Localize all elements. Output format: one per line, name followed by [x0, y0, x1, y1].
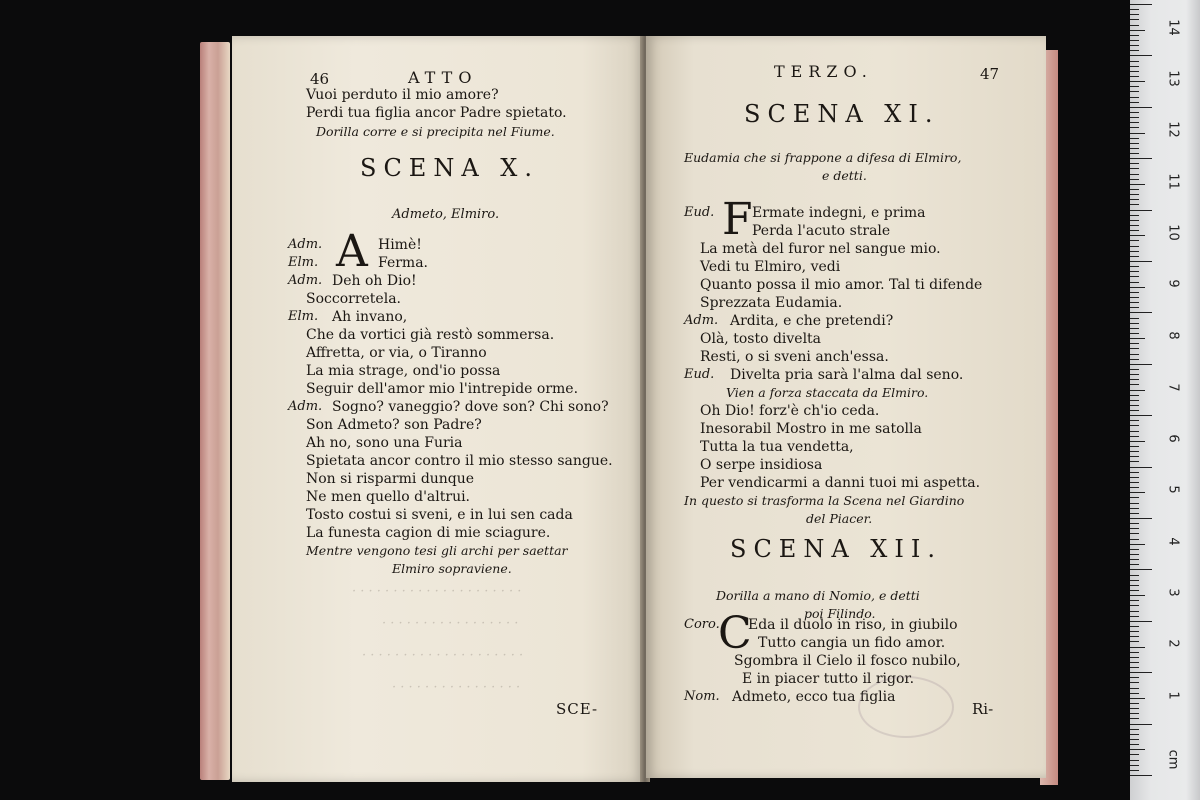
ruler-tick: [1130, 539, 1139, 540]
dialogue-line: Ah no, sono una Furia: [306, 435, 463, 451]
dialogue-line: Ne men quello d'altrui.: [306, 489, 471, 505]
ruler-tick: [1130, 153, 1139, 154]
ruler-tick: [1130, 636, 1139, 637]
scene-title: SCENA X.: [360, 154, 539, 182]
ruler-tick: [1130, 230, 1139, 231]
ruler-tick: [1130, 765, 1139, 766]
ruler-tick: [1130, 580, 1139, 581]
ruler-tick: [1130, 405, 1139, 406]
text-line: Vuoi perduto il mio amore?: [306, 87, 499, 103]
ruler-tick: [1130, 107, 1152, 108]
ruler-tick: [1130, 626, 1139, 627]
library-stamp: [858, 676, 954, 738]
ruler-tick: [1130, 133, 1145, 134]
ruler-tick: [1130, 703, 1139, 704]
scene-characters: poi Filindo.: [804, 606, 876, 621]
ruler-tick: [1130, 287, 1145, 288]
measuring-ruler: [1130, 0, 1200, 800]
dialogue-line: Himè!: [378, 237, 422, 253]
ruler-tick: [1130, 425, 1139, 426]
ruler-tick: [1130, 312, 1152, 313]
ruler-label: 8: [1165, 331, 1181, 340]
ruler-tick: [1130, 55, 1152, 56]
ruler-tick: [1130, 647, 1145, 648]
ruler-tick: [1130, 71, 1139, 72]
ruler-tick: [1130, 184, 1145, 185]
ruler-tick: [1130, 467, 1152, 468]
ruler-label: 13: [1165, 70, 1181, 87]
dialogue-line: La mia strage, ond'io possa: [306, 363, 501, 379]
dialogue-line: Olà, tosto divelta: [700, 331, 822, 347]
dialogue-line: Seguir dell'amor mio l'intrepide orme.: [306, 381, 579, 397]
ruler-label: 4: [1165, 537, 1181, 546]
ruler-tick: [1130, 441, 1145, 442]
ruler-tick: [1130, 297, 1139, 298]
show-through-text: · · · · · · · · · · · · · · · ·: [392, 680, 521, 695]
ruler-tick: [1130, 266, 1139, 267]
ruler-tick: [1130, 256, 1139, 257]
ruler-tick: [1130, 374, 1139, 375]
dialogue-line: Deh oh Dio!: [332, 273, 417, 289]
ruler-tick: [1130, 518, 1152, 519]
ruler-tick: [1130, 354, 1139, 355]
ruler-tick: [1130, 50, 1139, 51]
ruler-tick: [1130, 338, 1145, 339]
dialogue-line: Sogno? vaneggio? dove son? Chi sono?: [332, 399, 609, 415]
speaker-label: Eud.: [684, 367, 715, 382]
ruler-tick: [1130, 194, 1139, 195]
ruler-unit: cm: [1165, 749, 1181, 770]
ruler-tick: [1130, 508, 1139, 509]
speaker-label: Adm.: [684, 313, 719, 328]
ruler-tick: [1130, 693, 1139, 694]
ruler-tick: [1130, 276, 1139, 277]
ruler-tick: [1130, 292, 1139, 293]
dialogue-line: Ardita, e che pretendi?: [730, 313, 894, 329]
ruler-tick: [1130, 616, 1139, 617]
ruler-tick: [1130, 384, 1139, 385]
ruler-tick: [1130, 189, 1139, 190]
text-line: Perdi tua figlia ancor Padre spietato.: [306, 105, 567, 121]
stage-direction: Vien a forza staccata da Elmiro.: [726, 385, 929, 400]
dialogue-line: Resti, o si sveni anch'essa.: [700, 349, 889, 365]
ruler-tick: [1130, 585, 1139, 586]
drop-cap: A: [336, 226, 368, 277]
ruler-tick: [1130, 590, 1139, 591]
chorus-line: Tutto cangia un fido amor.: [758, 635, 946, 651]
ruler-tick: [1130, 333, 1139, 334]
ruler-tick: [1130, 179, 1139, 180]
ruler-label: 11: [1165, 173, 1181, 190]
speaker-label: Adm.: [288, 399, 323, 414]
scene-characters: Eudamia che si frappone a difesa di Elmiro,: [684, 150, 962, 165]
dialogue-line: Ferma.: [378, 255, 428, 271]
ruler-tick: [1130, 282, 1139, 283]
speaker-label: Elm.: [288, 255, 319, 270]
speaker-label: Adm.: [288, 273, 323, 288]
page-number: 47: [980, 65, 1000, 83]
dialogue-line: Per vendicarmi a danni tuoi mi aspetta.: [700, 475, 981, 491]
ruler-tick: [1130, 168, 1139, 169]
ruler-tick: [1130, 605, 1139, 606]
ruler-tick: [1130, 595, 1145, 596]
ruler-label: 3: [1165, 588, 1181, 597]
ruler-tick: [1130, 569, 1152, 570]
drop-cap: C: [718, 608, 752, 659]
ruler-tick: [1130, 662, 1139, 663]
ruler-tick: [1130, 734, 1139, 735]
ruler-tick: [1130, 456, 1139, 457]
dialogue-line: Sprezzata Eudamia.: [700, 295, 843, 311]
ruler-tick: [1130, 210, 1152, 211]
ruler-tick: [1130, 112, 1139, 113]
ruler-tick: [1130, 369, 1139, 370]
dialogue-line: Vedi tu Elmiro, vedi: [700, 259, 841, 275]
ruler-tick: [1130, 575, 1139, 576]
ruler-tick: [1130, 713, 1139, 714]
ruler-tick: [1130, 415, 1152, 416]
ruler-tick: [1130, 503, 1139, 504]
ruler-tick: [1130, 672, 1152, 673]
dialogue-line: Spietata ancor contro il mio stesso sangue.: [306, 453, 613, 469]
stage-direction: In questo si trasforma la Scena nel Giardino: [684, 493, 965, 508]
dialogue-line: Perda l'acuto strale: [752, 223, 891, 239]
ruler-tick: [1130, 14, 1139, 15]
dialogue-line: Che da vortici già restò sommersa.: [306, 327, 555, 343]
show-through-text: · · · · · · · · · · · · · · · · · · · ·: [362, 648, 524, 663]
dialogue-line: Quanto possa il mio amor. Tal ti difende: [700, 277, 983, 293]
ruler-label: 12: [1165, 121, 1181, 138]
ruler-tick: [1130, 528, 1139, 529]
ruler-tick: [1130, 708, 1139, 709]
ruler-tick: [1130, 446, 1139, 447]
ruler-label: 1: [1165, 691, 1181, 700]
ruler-tick: [1130, 677, 1139, 678]
dialogue-line: Oh Dio! forz'è ch'io ceda.: [700, 403, 880, 419]
ruler-tick: [1130, 261, 1152, 262]
ruler-tick: [1130, 307, 1139, 308]
ruler-tick: [1130, 641, 1139, 642]
ruler-tick: [1130, 40, 1139, 41]
ruler-tick: [1130, 559, 1139, 560]
ruler-tick: [1130, 390, 1145, 391]
ruler-label: 10: [1165, 224, 1181, 241]
speaker-label: Adm.: [288, 237, 323, 252]
ruler-tick: [1130, 61, 1139, 62]
dialogue-line: La metà del furor nel sangue mio.: [700, 241, 941, 257]
ruler-tick: [1130, 724, 1152, 725]
ruler-tick: [1130, 760, 1139, 761]
scene-characters: Dorilla a mano di Nomio, e detti: [716, 588, 920, 603]
ruler-tick: [1130, 122, 1139, 123]
ruler-tick: [1130, 225, 1139, 226]
ruler-tick: [1130, 400, 1139, 401]
running-head: TERZO.: [774, 62, 873, 81]
stage-direction: Mentre vengono tesi gli archi per saettar: [306, 543, 568, 558]
ruler-tick: [1130, 451, 1139, 452]
ruler-tick: [1130, 775, 1152, 776]
ruler-tick: [1130, 564, 1139, 565]
dialogue-line: Non si risparmi dunque: [306, 471, 475, 487]
ruler-tick: [1130, 770, 1139, 771]
ruler-tick: [1130, 544, 1145, 545]
ruler-tick: [1130, 436, 1139, 437]
ruler-tick: [1130, 729, 1139, 730]
ruler-tick: [1130, 143, 1139, 144]
ruler-tick: [1130, 348, 1139, 349]
ruler-tick: [1130, 235, 1145, 236]
ruler-tick: [1130, 251, 1139, 252]
dialogue-line: Son Admeto? son Padre?: [306, 417, 482, 433]
dialogue-line: Soccorretela.: [306, 291, 401, 307]
ruler-tick: [1130, 549, 1139, 550]
stage-direction: del Piacer.: [806, 511, 873, 526]
ruler-tick: [1130, 215, 1139, 216]
ruler-tick: [1130, 102, 1139, 103]
scene-characters: Admeto, Elmiro.: [392, 207, 500, 222]
scene-title: SCENA XI.: [744, 100, 940, 128]
dialogue-line: Divelta pria sarà l'alma dal seno.: [730, 367, 964, 383]
ruler-tick: [1130, 744, 1139, 745]
ruler-tick: [1130, 667, 1139, 668]
ruler-tick: [1130, 97, 1139, 98]
drop-cap: F: [722, 194, 753, 245]
speaker-label: Coro.: [684, 617, 720, 632]
ruler-tick: [1130, 487, 1139, 488]
ruler-tick: [1130, 25, 1139, 26]
ruler-label: 7: [1165, 383, 1181, 392]
ruler-tick: [1130, 323, 1139, 324]
ruler-tick: [1130, 328, 1139, 329]
running-head: ATTO: [408, 68, 478, 87]
ruler-tick: [1130, 199, 1139, 200]
ruler-tick: [1130, 81, 1145, 82]
ruler-tick: [1130, 621, 1152, 622]
left-page: [232, 36, 644, 782]
chorus-line: E in piacer tutto il rigor.: [742, 671, 915, 687]
ruler-tick: [1130, 379, 1139, 380]
ruler-label: 5: [1165, 485, 1181, 494]
ruler-tick: [1130, 204, 1139, 205]
ruler-tick: [1130, 35, 1139, 36]
ruler-tick: [1130, 420, 1139, 421]
ruler-tick: [1130, 395, 1139, 396]
ruler-tick: [1130, 477, 1139, 478]
ruler-tick: [1130, 240, 1139, 241]
dialogue-line: Admeto, ecco tua figlia: [732, 689, 896, 705]
ruler-label: 2: [1165, 639, 1181, 648]
ruler-tick: [1130, 718, 1139, 719]
ruler-tick: [1130, 271, 1139, 272]
ruler-tick: [1130, 431, 1139, 432]
ruler-tick: [1130, 158, 1152, 159]
ruler-tick: [1130, 91, 1139, 92]
ruler-tick: [1130, 148, 1139, 149]
ruler-tick: [1130, 698, 1145, 699]
ruler-tick: [1130, 66, 1139, 67]
stage-direction: Elmiro sopraviene.: [392, 561, 512, 576]
ruler-tick: [1130, 688, 1139, 689]
ruler-tick: [1130, 461, 1139, 462]
ruler-tick: [1130, 739, 1139, 740]
dialogue-line: Inesorabil Mostro in me satolla: [700, 421, 922, 437]
ruler-tick: [1130, 19, 1139, 20]
ruler-label: 14: [1165, 19, 1181, 36]
ruler-tick: [1130, 246, 1139, 247]
ruler-tick: [1130, 343, 1139, 344]
dialogue-line: La funesta cagion di mie sciagure.: [306, 525, 551, 541]
dialogue-line: Tosto costui si sveni, e in lui sen cada: [306, 507, 573, 523]
ruler-tick: [1130, 138, 1139, 139]
right-page: [646, 36, 1046, 778]
ruler-tick: [1130, 4, 1152, 5]
ruler-tick: [1130, 657, 1139, 658]
ruler-tick: [1130, 364, 1152, 365]
ruler-tick: [1130, 45, 1139, 46]
ruler-tick: [1130, 220, 1139, 221]
show-through-text: · · · · · · · · · · · · · · · · · · · · ·: [352, 584, 522, 599]
ruler-tick: [1130, 600, 1139, 601]
ruler-tick: [1130, 513, 1139, 514]
ruler-tick: [1130, 497, 1139, 498]
ruler-tick: [1130, 482, 1139, 483]
ruler-tick: [1130, 76, 1139, 77]
page-edges: [200, 42, 230, 780]
show-through-text: · · · · · · · · · · · · · · · · ·: [382, 616, 519, 631]
ruler-tick: [1130, 523, 1139, 524]
ruler-tick: [1130, 749, 1145, 750]
ruler-tick: [1130, 117, 1139, 118]
ruler-tick: [1130, 652, 1139, 653]
ruler-tick: [1130, 174, 1139, 175]
ruler-tick: [1130, 492, 1145, 493]
ruler-tick: [1130, 682, 1139, 683]
ruler-tick: [1130, 359, 1139, 360]
chorus-line: Sgombra il Cielo il fosco nubilo,: [734, 653, 961, 669]
ruler-label: 9: [1165, 279, 1181, 288]
ruler-tick: [1130, 9, 1139, 10]
ruler-tick: [1130, 86, 1139, 87]
ruler-tick: [1130, 318, 1139, 319]
dialogue-line: Tutta la tua vendetta,: [700, 439, 854, 455]
dialogue-line: O serpe insidiosa: [700, 457, 823, 473]
dialogue-line: Ah invano,: [332, 309, 408, 325]
ruler-tick: [1130, 611, 1139, 612]
scene-characters: e detti.: [822, 168, 867, 183]
speaker-label: Elm.: [288, 309, 319, 324]
page-number: 46: [310, 70, 330, 88]
scene-title: SCENA XII.: [730, 535, 942, 563]
ruler-tick: [1130, 754, 1139, 755]
speaker-label: Eud.: [684, 205, 715, 220]
stage-direction: Dorilla corre e si precipita nel Fiume.: [316, 124, 555, 139]
ruler-tick: [1130, 302, 1139, 303]
chorus-line: Eda il duolo in riso, in giubilo: [748, 617, 958, 633]
dialogue-line: Ermate indegni, e prima: [752, 205, 926, 221]
ruler-tick: [1130, 30, 1145, 31]
dialogue-line: Affretta, or via, o Tiranno: [306, 345, 487, 361]
ruler-tick: [1130, 631, 1139, 632]
catchword: SCE-: [556, 700, 599, 718]
catchword: Ri-: [972, 700, 994, 718]
ruler-tick: [1130, 533, 1139, 534]
ruler-tick: [1130, 554, 1139, 555]
ruler-tick: [1130, 127, 1139, 128]
speaker-label: Nom.: [684, 689, 720, 704]
ruler-tick: [1130, 472, 1139, 473]
ruler-tick: [1130, 163, 1139, 164]
ruler-label: 6: [1165, 434, 1181, 443]
ruler-tick: [1130, 410, 1139, 411]
